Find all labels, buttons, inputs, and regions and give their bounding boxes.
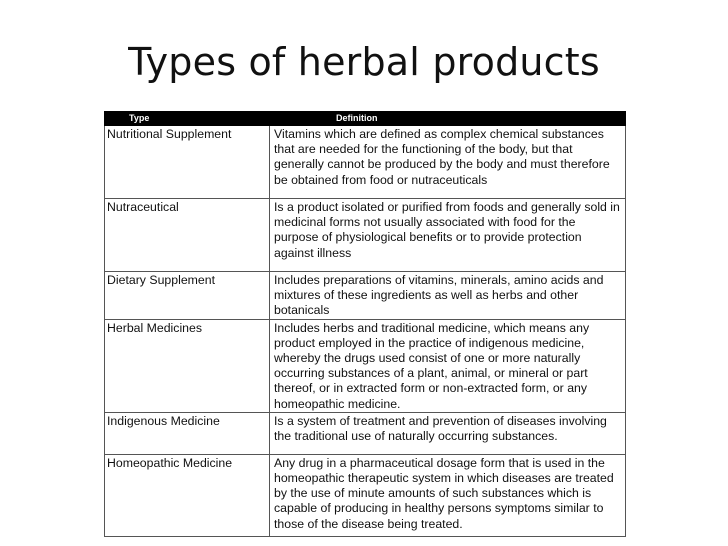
table-row-indigenous-medicine (105, 412, 626, 454)
definition-cell: Is a product isolated or purified from foods and generally sold in medicinal forms not usually associated with food for the purpose of physiological benefits or to provide protection against illness (270, 199, 626, 272)
type-cell: Indigenous Medicine (105, 412, 270, 454)
table-header-row (105, 112, 626, 126)
type-cell: Herbal Medicines (105, 319, 270, 412)
type-cell: Nutraceutical (105, 199, 270, 272)
definition-cell: Is a system of treatment and prevention of diseases involving the traditional use of naturally occurring substances. (270, 412, 626, 454)
herbal-products-table (104, 111, 626, 537)
definition-cell: Vitamins which are defined as complex chemical substances that are needed for the functioning of the body, but that generally cannot be produced by the body and must therefore be obtained from food or nutraceuticals (270, 126, 626, 199)
type-cell: Nutritional Supplement (105, 126, 270, 199)
table-row-herbal-medicines (105, 319, 626, 412)
column-header-type: Type (105, 112, 270, 126)
type-cell: Homeopathic Medicine (105, 454, 270, 536)
table-row-nutritional-supplement (105, 126, 626, 199)
type-cell: Dietary Supplement (105, 272, 270, 320)
definition-cell: Any drug in a pharmaceutical dosage form that is used in the homeopathic therapeutic system in which diseases are treated by the use of minute amounts of such substances which is capable of producing in healthy persons symptoms similar to those of the disease being treated. (270, 454, 626, 536)
slide-title: Types of herbal products (128, 40, 600, 84)
table-row-dietary-supplement (105, 272, 626, 320)
column-header-definition: Definition (270, 112, 626, 126)
table-row-nutraceutical (105, 199, 626, 272)
table-row-homeopathic-medicine (105, 454, 626, 536)
definition-cell: Includes preparations of vitamins, minerals, amino acids and mixtures of these ingredients as well as herbs and other botanicals (270, 272, 626, 320)
definition-cell: Includes herbs and traditional medicine, which means any product employed in the practice of indigenous medicine, whereby the drugs used consist of one or more naturally occurring substances of a plant, animal, or mineral or part thereof, or in extracted form or non-extracted form, or any homeopathic medicine. (270, 319, 626, 412)
